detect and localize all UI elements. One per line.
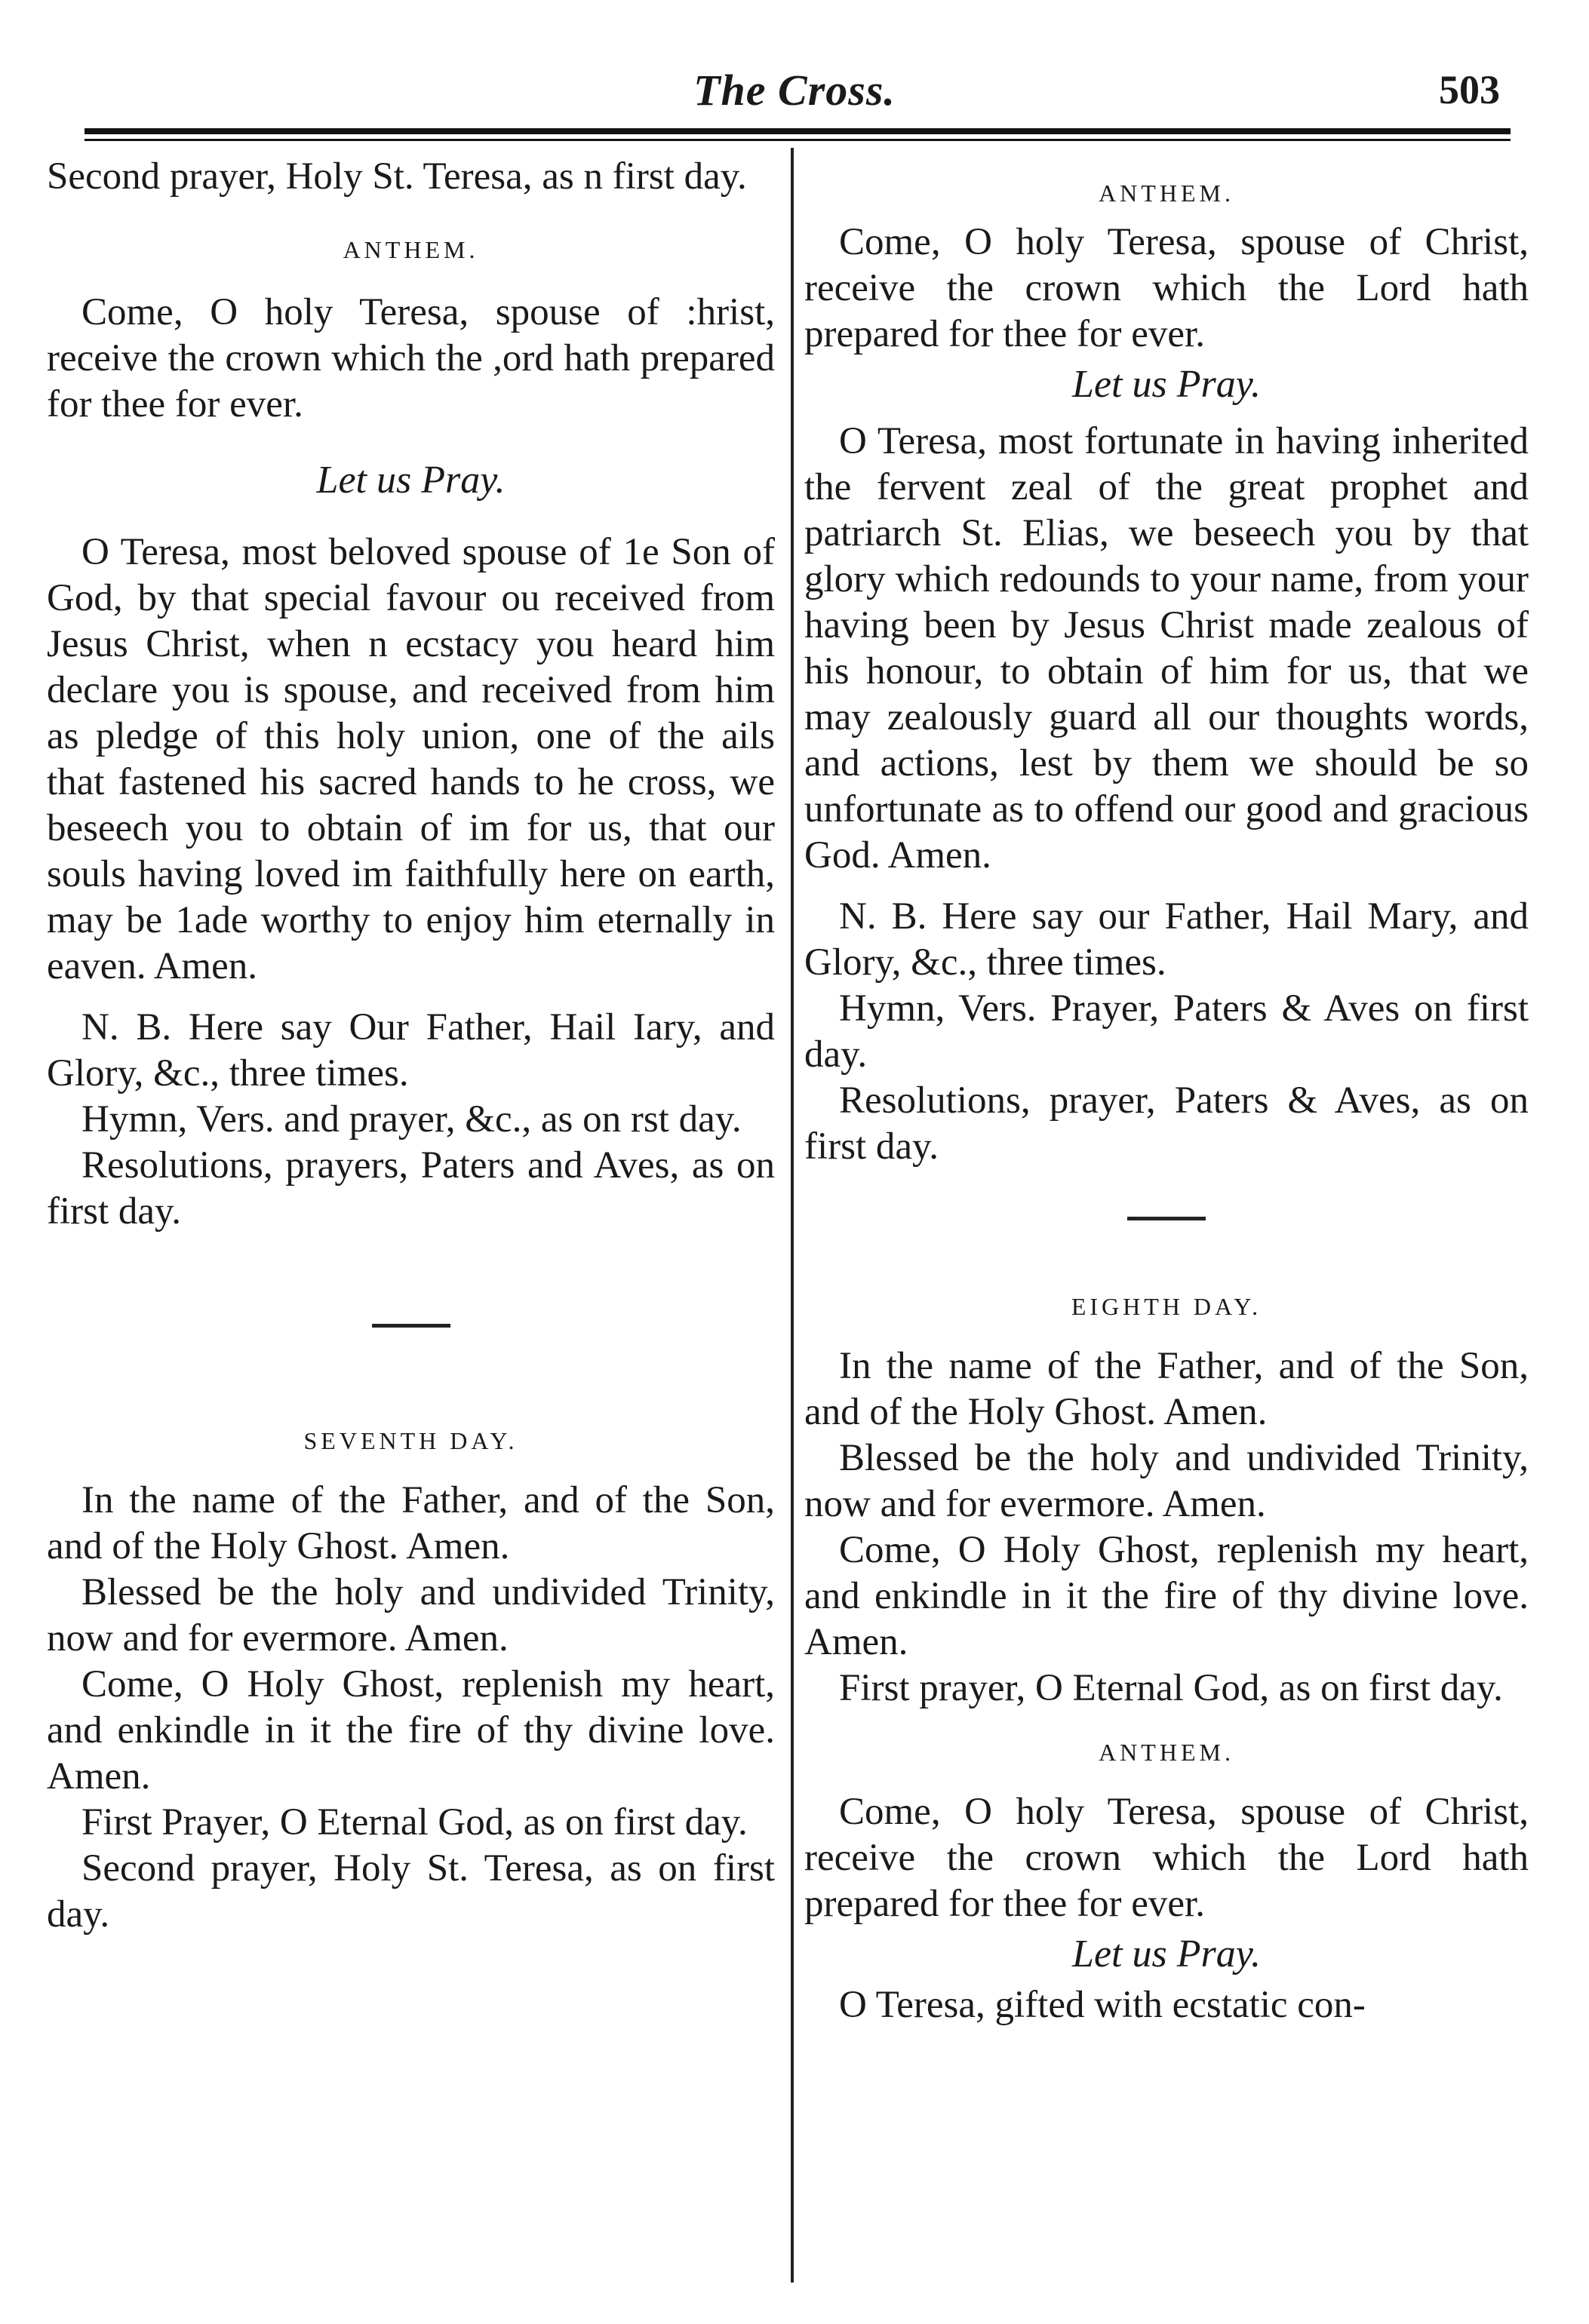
nb-note: N. B. Here say our Father, Hail Mary, and Glory, &c., three times. <box>804 895 1529 984</box>
prayer-text: O Teresa, most fortunate in having inherited the fervent zeal of the great prophet and patriarch St. Elias, we beseech you by that glory which redounds to your name, from your having been by Jesus Christ made zealous of his honour, to obtain of him for us, that we may zealously guard all our thoughts words, and actions, lest by them we should be so unfortunate as to offend our good and gracious God. Amen. <box>804 420 1529 876</box>
page-header <box>0 0 1589 136</box>
first-prayer-note: First Prayer, O Eternal God, as on first day. <box>81 1801 748 1844</box>
left-column <box>47 148 775 1938</box>
invocation: In the name of the Father, and of the Son, and of the Holy Ghost. Amen. <box>804 1345 1529 1433</box>
anthem-heading: ANTHEM. <box>1099 1739 1234 1766</box>
trinity-blessing: Blessed be the holy and undivided Trinity, now and for evermore. Amen. <box>47 1571 775 1659</box>
holy-ghost-prayer: Come, O Holy Ghost, replenish my heart, and enkindle in it the fire of thy divine love. Amen. <box>804 1529 1529 1663</box>
resolutions-note: Resolutions, prayer, Paters & Aves, as on first day. <box>804 1079 1529 1168</box>
page-number: 503 <box>1439 67 1500 112</box>
hymn-note: Hymn, Vers. Prayer, Paters & Aves on first day. <box>804 987 1529 1076</box>
running-title: The Cross. <box>693 66 896 115</box>
anthem-text: Come, O holy Teresa, spouse of Christ, receive the crown which the Lord hath prepared for thee for ever. <box>804 221 1529 355</box>
invocation: In the name of the Father, and of the Son, and of the Holy Ghost. Amen. <box>47 1479 775 1567</box>
second-prayer-note: Second prayer, Holy St. Teresa, as on first day. <box>47 1847 775 1936</box>
seventh-day-heading: SEVENTH DAY. <box>303 1427 518 1454</box>
trinity-blessing: Blessed be the holy and undivided Trinity, now and for evermore. Amen. <box>804 1437 1529 1525</box>
holy-ghost-prayer: Come, O Holy Ghost, replenish my heart, and enkindle in it the fire of thy divine love. Amen. <box>47 1663 775 1797</box>
eighth-day-heading: EIGHTH DAY. <box>1071 1293 1262 1320</box>
anthem-text: Come, O holy Teresa, spouse of :hrist, receive the crown which the ,ord hath prepared for thee for ever. <box>47 291 775 425</box>
header-rule-thick <box>85 128 1511 134</box>
anthem-heading: ANTHEM. <box>1099 180 1234 207</box>
right-column <box>804 148 1529 2028</box>
prayer-text: O Teresa, most beloved spouse of 1e Son of God, by that special favour ou received from Jesus Christ, when n ecstacy you heard him declare you is spouse, and received from him as pledge of this holy union, one of the ails that fastened his sacred hands to he cross, we beseech you to obtain of im for us, that our souls having loved im faithfully here on earth, may be 1ade worthy to enjoy him eternally in eaven. Amen. <box>47 531 775 987</box>
anthem-text: Come, O holy Teresa, spouse of Christ, receive the crown which the Lord hath prepared for thee for ever. <box>804 1791 1529 1925</box>
column-divider <box>791 148 794 2283</box>
let-us-pray-heading: Let us Pray. <box>1072 363 1261 406</box>
prayer-text: O Teresa, gifted with ecstatic con- <box>839 1984 1366 2026</box>
hymn-note: Hymn, Vers. and prayer, &c., as on rst day. <box>81 1098 742 1141</box>
nb-note: N. B. Here say Our Father, Hail Iary, and Glory, &c., three times. <box>47 1006 775 1094</box>
section-divider <box>1127 1217 1206 1220</box>
header-rule-thin <box>85 139 1511 141</box>
anthem-heading: ANTHEM. <box>343 236 479 263</box>
first-prayer-note: First prayer, O Eternal God, as on first day. <box>839 1667 1503 1709</box>
section-divider <box>372 1324 450 1328</box>
let-us-pray-heading: Let us Pray. <box>316 459 506 502</box>
paragraph: Second prayer, Holy St. Teresa, as n first day. <box>47 155 747 198</box>
let-us-pray-heading: Let us Pray. <box>1072 1933 1261 1976</box>
resolutions-note: Resolutions, prayers, Paters and Aves, as on first day. <box>47 1144 775 1233</box>
